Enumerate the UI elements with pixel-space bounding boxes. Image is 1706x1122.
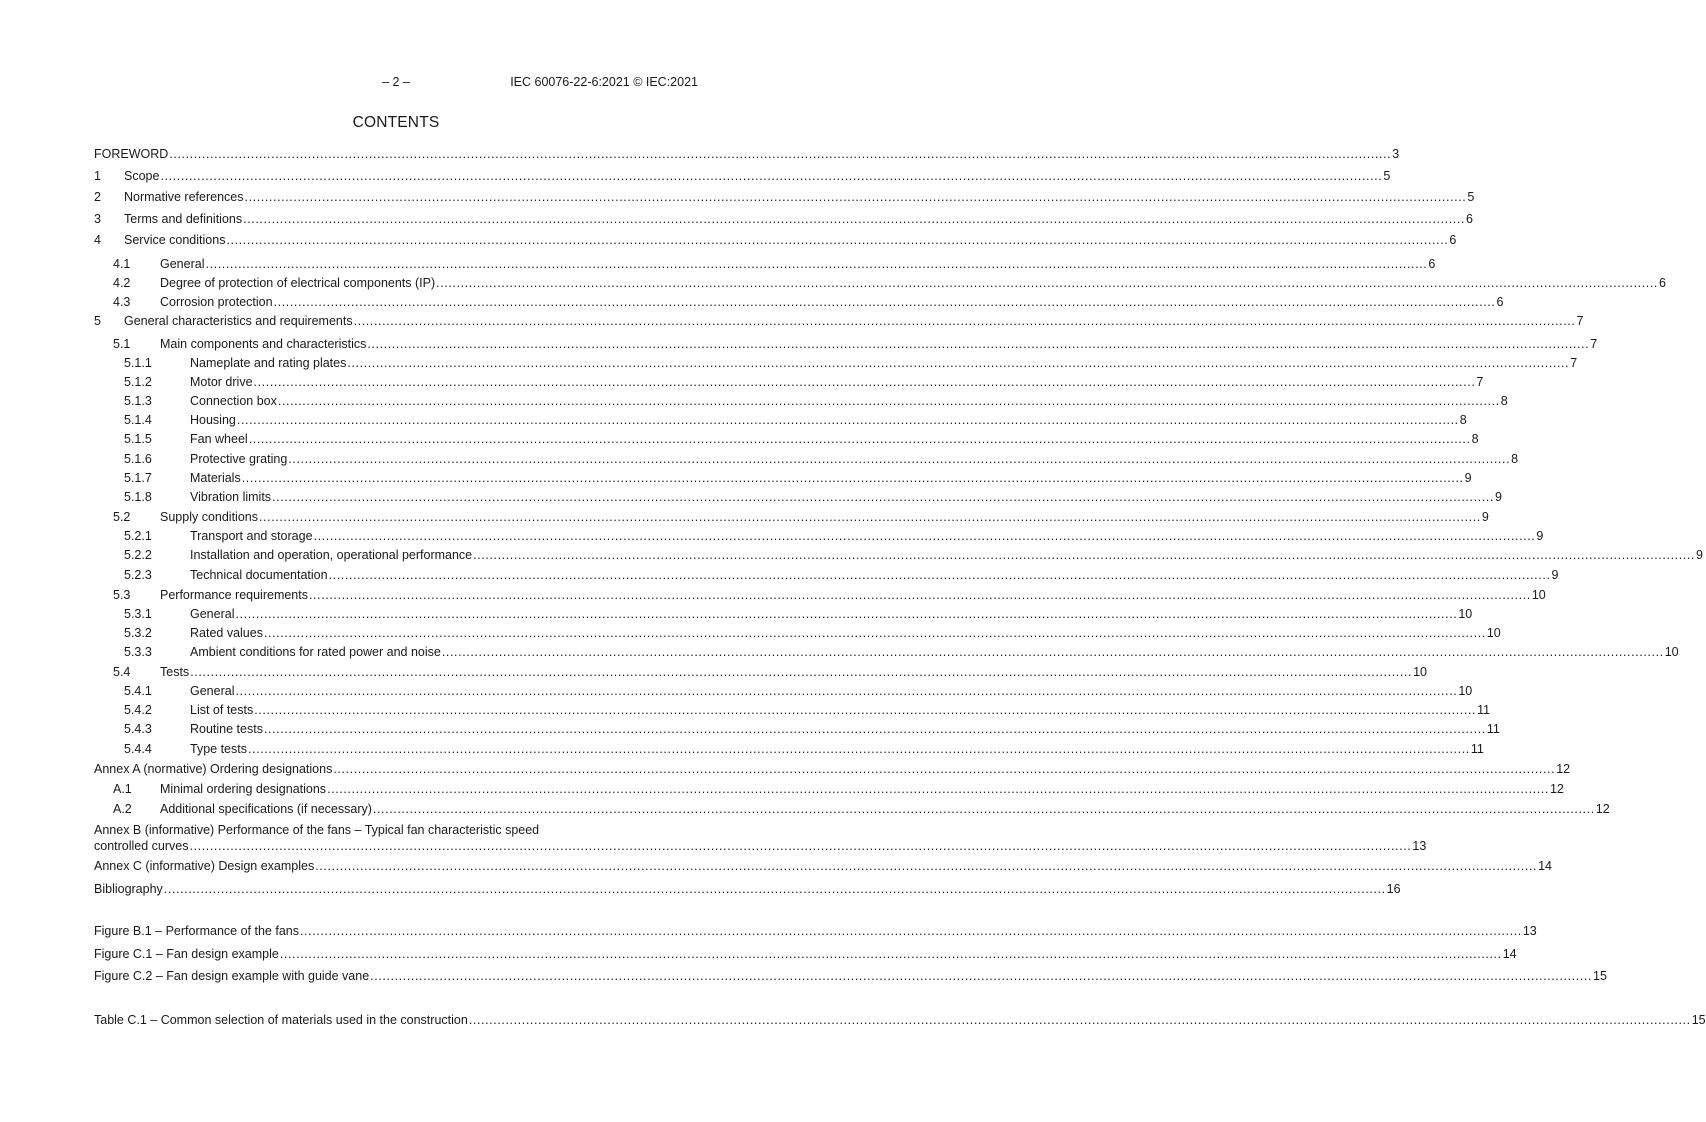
toc-entry[interactable] xyxy=(94,393,1508,409)
toc-entry-page: 7 xyxy=(1570,356,1578,370)
toc-entry-label: Routine tests xyxy=(190,722,263,736)
toc-entry[interactable] xyxy=(94,664,1427,680)
toc-entry-number: 5.2 xyxy=(113,510,131,524)
toc-entry[interactable] xyxy=(94,644,1679,660)
toc-entry[interactable] xyxy=(94,189,1475,205)
toc-entry-label: Ambient conditions for rated power and noise xyxy=(190,645,441,659)
dot-leader: ............................................................................................................................................................................................................................................................................................................ xyxy=(263,722,1486,736)
toc-entry-number: 5.1.8 xyxy=(124,490,152,504)
toc-entry-number: 5.1.5 xyxy=(124,432,152,446)
dot-leader: ............................................................................................................................................................................................................................................................................................................ xyxy=(189,839,1412,853)
toc-entry-label: Supply conditions xyxy=(160,510,258,524)
toc-entry-number: 5.4.2 xyxy=(124,703,152,717)
toc-entry-page: 5 xyxy=(1383,169,1391,183)
toc-entry-page: 13 xyxy=(1412,839,1427,853)
toc-entry[interactable] xyxy=(94,547,1703,563)
dot-leader: ............................................................................................................................................................................................................................................................................................................ xyxy=(279,947,1502,961)
dot-leader: ............................................................................................................................................................................................................................................................................................................ xyxy=(372,802,1595,816)
toc-entry-label: Bibliography xyxy=(94,882,163,896)
toc-entry-page: 10 xyxy=(1486,626,1501,640)
toc-entry-page: 3 xyxy=(1392,147,1400,161)
toc-entry-page: 12 xyxy=(1556,762,1571,776)
toc-entry-number: 4.1 xyxy=(113,257,131,271)
toc-entry-page: 5 xyxy=(1467,190,1475,204)
toc-entry[interactable] xyxy=(94,489,1502,505)
toc-entry-number: 5.2.1 xyxy=(124,529,152,543)
toc-entry-number: 5.3.3 xyxy=(124,645,152,659)
dot-leader: ............................................................................................................................................................................................................................................................................................................ xyxy=(241,471,1464,485)
dot-leader: ............................................................................................................................................................................................................................................................................................................ xyxy=(315,859,1538,873)
toc-entry-page: 7 xyxy=(1590,337,1598,351)
toc-entry-label: Minimal ordering designations xyxy=(160,782,327,796)
dot-leader: ............................................................................................................................................................................................................................................................................................................ xyxy=(313,529,1536,543)
toc-entry-label: Connection box xyxy=(190,394,277,408)
toc-entry-label: Annex C (informative) Design examples xyxy=(94,859,315,873)
toc-entry-page: 16 xyxy=(1386,882,1401,896)
toc-entry-label: Main components and characteristics xyxy=(160,337,367,351)
toc-entry[interactable] xyxy=(94,606,1473,622)
toc-entry-number: 5.3 xyxy=(113,588,131,602)
toc-entry[interactable] xyxy=(94,1012,1706,1028)
dot-leader: ............................................................................................................................................................................................................................................................................................................ xyxy=(272,490,1494,504)
toc-entry-number: 5.2.3 xyxy=(124,568,152,582)
toc-entry-page: 9 xyxy=(1464,471,1472,485)
toc-entry[interactable] xyxy=(94,256,1436,272)
dot-leader: ............................................................................................................................................................................................................................................................................................................ xyxy=(441,645,1664,659)
toc-entry[interactable] xyxy=(94,168,1391,184)
toc-entry-number: A.2 xyxy=(113,802,132,816)
toc-entry-label: Vibration limits xyxy=(190,490,272,504)
toc-entry-label: Figure C.2 – Fan design example with guide vane xyxy=(94,969,370,983)
toc-entry[interactable] xyxy=(94,881,1401,897)
toc-entry-label: General xyxy=(190,607,235,621)
toc-entry-page: 7 xyxy=(1576,314,1584,328)
toc-entry-label: Motor drive xyxy=(190,375,253,389)
toc-entry-number: 5 xyxy=(94,314,101,328)
toc-entry-label: Type tests xyxy=(190,742,247,756)
toc-entry-page: 10 xyxy=(1458,684,1473,698)
toc-entry[interactable] xyxy=(94,509,1489,525)
toc-entry-number: 5.3.1 xyxy=(124,607,152,621)
toc-entry-page: 8 xyxy=(1500,394,1508,408)
toc-entry-number: 5.4.3 xyxy=(124,722,152,736)
toc-entry-page: 6 xyxy=(1466,212,1473,226)
toc-entry-page: 12 xyxy=(1595,802,1610,816)
toc-entry-number: 5.1.7 xyxy=(124,471,152,485)
dot-leader: ............................................................................................................................................................................................................................................................................................................ xyxy=(347,356,1570,370)
toc-entry[interactable] xyxy=(94,355,1578,371)
toc-entry[interactable] xyxy=(94,968,1607,984)
toc-entry[interactable] xyxy=(94,923,1537,939)
toc-entry-label: Figure B.1 – Performance of the fans xyxy=(94,924,299,938)
toc-entry-label: Terms and definitions xyxy=(124,212,243,226)
toc-entry[interactable] xyxy=(94,146,1400,162)
toc-entry-label: Transport and storage xyxy=(190,529,313,543)
dot-leader: ............................................................................................................................................................................................................................................................................................................ xyxy=(235,684,1458,698)
toc-entry-label: Figure C.1 – Fan design example xyxy=(94,947,279,961)
toc-entry-label: List of tests xyxy=(190,703,254,717)
toc-entry[interactable] xyxy=(94,412,1467,428)
toc-entry[interactable] xyxy=(94,528,1544,544)
toc-entry-page: 11 xyxy=(1486,722,1500,736)
toc-entry-number: 5.1.4 xyxy=(124,413,152,427)
toc-entry-page: 13 xyxy=(1522,924,1537,938)
toc-entry-page: 15 xyxy=(1593,969,1607,983)
dot-leader: ............................................................................................................................................................................................................................................................................................................ xyxy=(190,665,1413,679)
toc-entry-page: 6 xyxy=(1496,295,1504,309)
toc-entry-number: 5.4 xyxy=(113,665,131,679)
toc-entry-page: 6 xyxy=(1659,276,1666,290)
dot-leader: ............................................................................................................................................................................................................................................................................................................ xyxy=(367,337,1590,351)
dot-leader: ............................................................................................................................................................................................................................................................................................................ xyxy=(308,588,1531,602)
toc-entry-page: 9 xyxy=(1481,510,1489,524)
toc-entry-label: Normative references xyxy=(124,190,244,204)
toc-entry-page: 8 xyxy=(1459,413,1467,427)
toc-entry[interactable] xyxy=(94,946,1517,962)
toc-entry[interactable] xyxy=(94,838,1427,854)
toc-entry-label: Nameplate and rating plates xyxy=(190,356,347,370)
toc-entry[interactable] xyxy=(94,741,1484,757)
dot-leader: ............................................................................................................................................................................................................................................................................................................ xyxy=(263,626,1486,640)
toc-entry-page: 6 xyxy=(1449,233,1457,247)
dot-leader: ............................................................................................................................................................................................................................................................................................................ xyxy=(253,375,1476,389)
dot-leader: ............................................................................................................................................................................................................................................................................................................ xyxy=(299,924,1522,938)
toc-entry-label: General characteristics and requirements xyxy=(124,314,353,328)
toc-entry-number: 4 xyxy=(94,233,101,247)
toc-entry-number: 5.4.1 xyxy=(124,684,152,698)
dot-leader: ............................................................................................................................................................................................................................................................................................................ xyxy=(205,257,1428,271)
toc-entry-page: 9 xyxy=(1536,529,1544,543)
toc-entry-number: 5.1.1 xyxy=(124,356,152,370)
toc-entry-page: 10 xyxy=(1531,588,1546,602)
toc-entry-label: Scope xyxy=(124,169,160,183)
toc-entry-page: 9 xyxy=(1696,548,1703,562)
toc-entry-number: 5.1 xyxy=(113,337,131,351)
dot-leader: ............................................................................................................................................................................................................................................................................................................ xyxy=(353,314,1576,328)
toc-title: CONTENTS xyxy=(352,114,440,131)
toc-entry-page: 8 xyxy=(1511,452,1519,466)
toc-entry-label: Fan wheel xyxy=(190,432,248,446)
toc-entry-page: 15 xyxy=(1691,1013,1706,1027)
toc-entry[interactable] xyxy=(94,294,1504,310)
dot-leader: ............................................................................................................................................................................................................................................................................................................ xyxy=(160,169,1383,183)
toc-entry[interactable] xyxy=(94,211,1473,227)
toc-entry-page: 10 xyxy=(1413,665,1427,679)
dot-leader: ............................................................................................................................................................................................................................................................................................................ xyxy=(328,568,1551,582)
dot-leader: ............................................................................................................................................................................................................................................................................................................ xyxy=(468,1013,1691,1027)
toc-entry-number: 3 xyxy=(94,212,101,226)
toc-entry-label: Materials xyxy=(190,471,241,485)
dot-leader: ............................................................................................................................................................................................................................................................................................................ xyxy=(247,742,1470,756)
dot-leader: ............................................................................................................................................................................................................................................................................................................ xyxy=(288,452,1511,466)
dot-leader: ............................................................................................................................................................................................................................................................................................................ xyxy=(169,147,1392,161)
toc-entry-label: Housing xyxy=(190,413,236,427)
toc-entry[interactable] xyxy=(94,702,1491,718)
toc-entry-number: 5.2.2 xyxy=(124,548,152,562)
dot-leader: ............................................................................................................................................................................................................................................................................................................ xyxy=(327,782,1549,796)
toc-entry-label: General xyxy=(160,257,205,271)
dot-leader: ............................................................................................................................................................................................................................................................................................................ xyxy=(244,190,1467,204)
toc-entry-number: 5.4.4 xyxy=(124,742,152,756)
dot-leader: ............................................................................................................................................................................................................................................................................................................ xyxy=(473,548,1696,562)
toc-entry[interactable] xyxy=(94,313,1584,329)
toc-entry[interactable] xyxy=(94,431,1479,447)
toc-entry-label: General xyxy=(190,684,235,698)
toc-entry[interactable] xyxy=(94,781,1564,797)
toc-entry-label: Annex B (informative) Performance of the fans – Typical fan characteristic speed xyxy=(94,823,540,837)
toc-entry-label: Service conditions xyxy=(124,233,226,247)
toc-entry-number: 5.1.3 xyxy=(124,394,152,408)
toc-entry-page: 10 xyxy=(1458,607,1473,621)
toc-entry-wrapped-line[interactable] xyxy=(94,822,698,838)
toc-entry-page: 10 xyxy=(1664,645,1679,659)
dot-leader: ............................................................................................................................................................................................................................................................................................................ xyxy=(370,969,1593,983)
toc-entry[interactable] xyxy=(94,721,1500,737)
toc-entry-page: 14 xyxy=(1538,859,1553,873)
toc-entry-number: 1 xyxy=(94,169,101,183)
toc-entry-label: Protective grating xyxy=(190,452,288,466)
toc-entry-number: 4.3 xyxy=(113,295,131,309)
document-reference: IEC 60076-22-6:2021 © IEC:2021 xyxy=(510,75,698,89)
dot-leader: ............................................................................................................................................................................................................................................................................................................ xyxy=(236,413,1459,427)
toc-entry-page: 9 xyxy=(1494,490,1502,504)
toc-entry[interactable] xyxy=(94,761,1571,777)
dot-leader: ............................................................................................................................................................................................................................................................................................................ xyxy=(235,607,1458,621)
toc-entry-page: 6 xyxy=(1428,257,1436,271)
page-header xyxy=(94,75,698,93)
toc-entry-number: A.1 xyxy=(113,782,132,796)
toc-entry-label: Tests xyxy=(160,665,190,679)
toc-entry-number: 2 xyxy=(94,190,101,204)
toc-entry[interactable] xyxy=(94,567,1559,583)
toc-entry[interactable] xyxy=(94,858,1553,874)
toc-entry-label: Technical documentation xyxy=(190,568,328,582)
dot-leader: ............................................................................................................................................................................................................................................................................................................ xyxy=(163,882,1386,896)
dot-leader: ............................................................................................................................................................................................................................................................................................................ xyxy=(248,432,1471,446)
toc-entry-page: 14 xyxy=(1502,947,1517,961)
toc-entry-label: controlled curves xyxy=(94,839,189,853)
toc-entry[interactable] xyxy=(94,801,1610,817)
toc-entry[interactable] xyxy=(94,625,1501,641)
dot-leader: ............................................................................................................................................................................................................................................................................................................ xyxy=(243,212,1465,226)
toc-entry-page: 9 xyxy=(1551,568,1559,582)
toc-entry[interactable] xyxy=(94,470,1472,486)
toc-entry[interactable] xyxy=(94,275,1666,291)
toc-entry-label: Degree of protection of electrical components (IP) xyxy=(160,276,436,290)
toc-entry[interactable] xyxy=(94,451,1519,467)
dot-leader: ............................................................................................................................................................................................................................................................................................................ xyxy=(277,394,1500,408)
toc-entry-label: Corrosion protection xyxy=(160,295,273,309)
toc-entry-label: Performance requirements xyxy=(160,588,308,602)
dot-leader: ............................................................................................................................................................................................................................................................................................................ xyxy=(226,233,1449,247)
toc-entry-page: 7 xyxy=(1476,375,1484,389)
toc-entry-label: FOREWORD xyxy=(94,147,169,161)
dot-leader: ............................................................................................................................................................................................................................................................................................................ xyxy=(254,703,1477,717)
dot-leader: ............................................................................................................................................................................................................................................................................................................ xyxy=(333,762,1556,776)
dot-leader: ............................................................................................................................................................................................................................................................................................................ xyxy=(436,276,1659,290)
dot-leader: ............................................................................................................................................................................................................................................................................................................ xyxy=(258,510,1481,524)
toc-entry-label: Additional specifications (if necessary) xyxy=(160,802,372,816)
toc-entry-label: Installation and operation, operational performance xyxy=(190,548,473,562)
toc-entry-number: 5.1.6 xyxy=(124,452,152,466)
toc-entry-number: 4.2 xyxy=(113,276,131,290)
toc-entry-page: 11 xyxy=(1470,742,1484,756)
toc-entry-number: 5.1.2 xyxy=(124,375,152,389)
toc-entry[interactable] xyxy=(94,683,1473,699)
toc-entry-label: Table C.1 – Common selection of materials used in the construction xyxy=(94,1013,468,1027)
toc-entry-page: 11 xyxy=(1477,703,1491,717)
toc-entry[interactable] xyxy=(94,374,1484,390)
toc-entry-page: 8 xyxy=(1471,432,1479,446)
toc-entry-page: 12 xyxy=(1549,782,1564,796)
page-number: – 2 – xyxy=(382,75,410,89)
toc-entry-label: Rated values xyxy=(190,626,263,640)
toc-entry-label: Annex A (normative) Ordering designations xyxy=(94,762,333,776)
toc-entry[interactable] xyxy=(94,232,1457,248)
toc-entry[interactable] xyxy=(94,587,1546,603)
toc-entry[interactable] xyxy=(94,336,1598,352)
dot-leader: ............................................................................................................................................................................................................................................................................................................ xyxy=(273,295,1496,309)
toc-entry-number: 5.3.2 xyxy=(124,626,152,640)
